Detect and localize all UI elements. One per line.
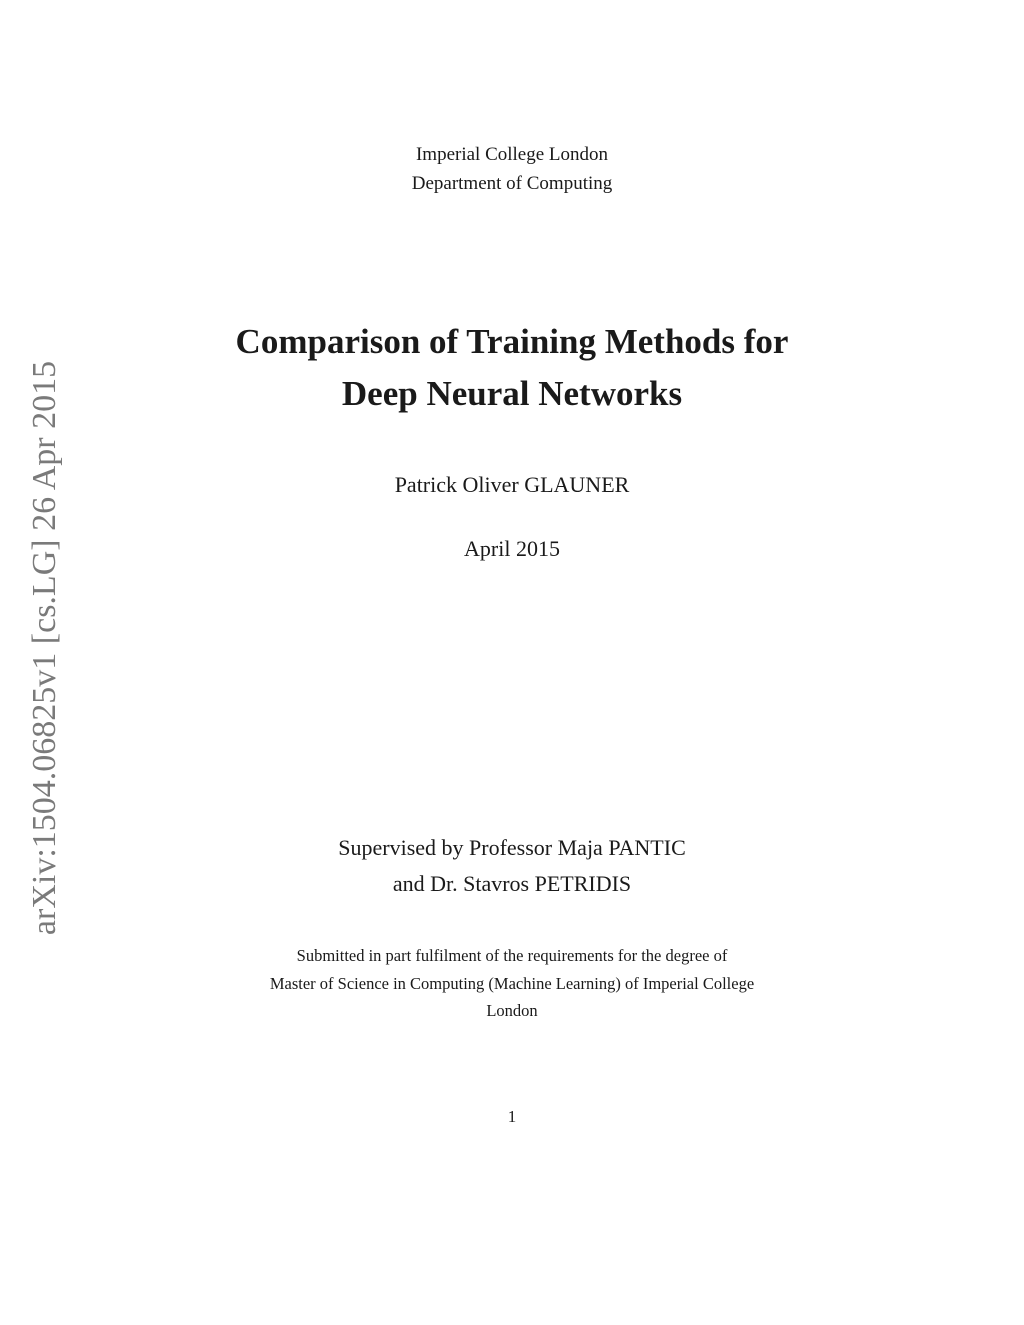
department-name: Department of Computing (411, 173, 613, 194)
submission-statement (0, 942, 1024, 1025)
institution-name: Imperial College London (415, 144, 609, 165)
supervisor-line-2: and Dr. Stavros PETRIDIS (392, 871, 632, 896)
submission-line-3: London (486, 1001, 538, 1020)
institution-block (0, 140, 1024, 198)
supervisors-block (0, 830, 1024, 902)
publication-date: April 2015 (464, 536, 560, 561)
thesis-title (0, 316, 1024, 420)
supervisor-line-1: Supervised by Professor Maja PANTIC (338, 835, 686, 860)
submission-line-2: Master of Science in Computing (Machine Learning) of Imperial College (269, 973, 755, 993)
thesis-title-line-1: Comparison of Training Methods for (235, 322, 789, 361)
author-name: Patrick Oliver GLAUNER (394, 472, 630, 497)
submission-line-1: Submitted in part fulfilment of the requirements for the degree of (296, 946, 728, 965)
thesis-title-line-2: Deep Neural Networks (341, 374, 683, 413)
arxiv-stamp: arXiv:1504.06825v1 [cs.LG] 26 Apr 2015 (26, 360, 63, 936)
page-number: 1 (507, 1107, 517, 1126)
